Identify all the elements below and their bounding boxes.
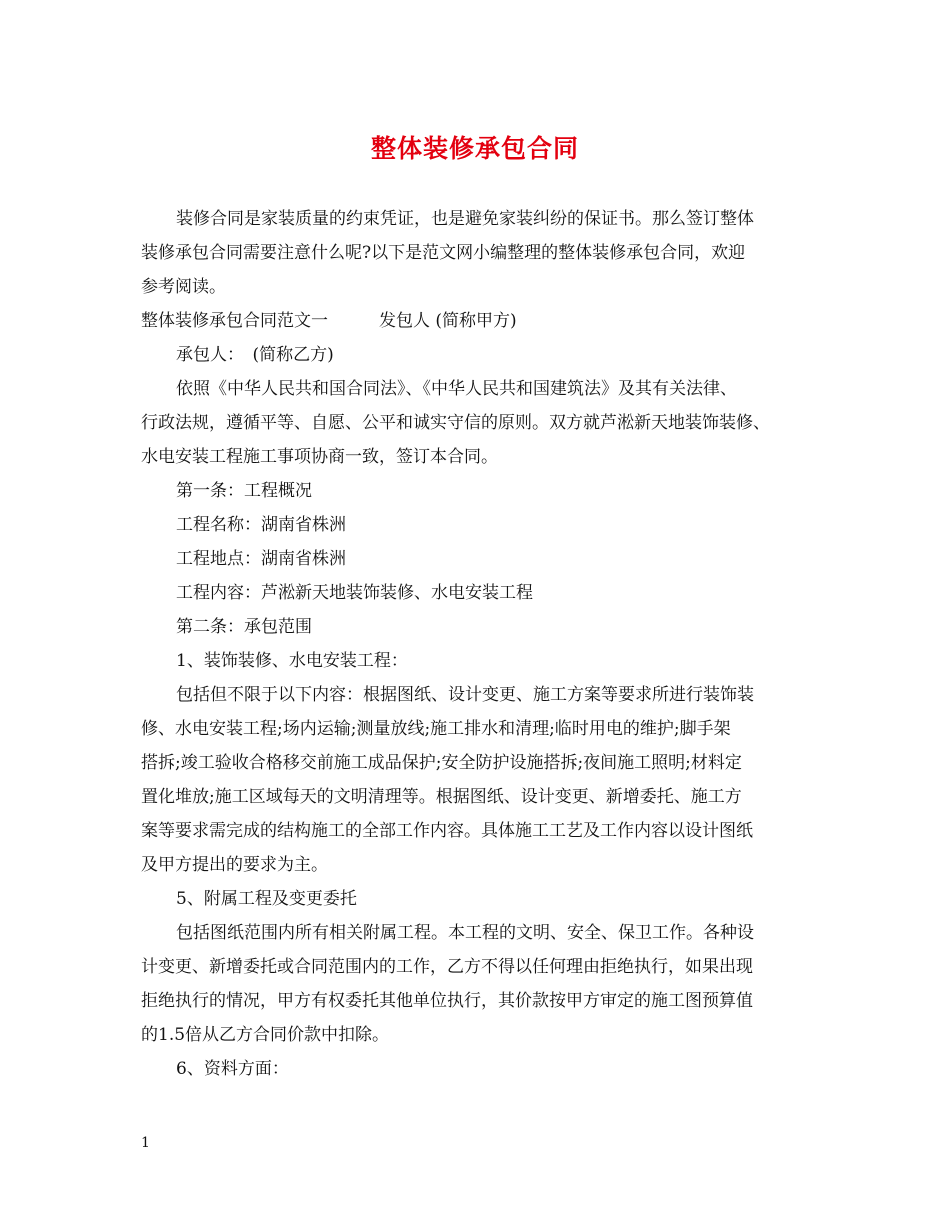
section-heading: 第二条：承包范围 (176, 617, 312, 637)
paragraph-line: 依照《中华人民共和国合同法》、《中华人民共和国建筑法》及其有关法律、 (176, 379, 737, 399)
paragraph-line: 水电安装工程施工事项协商一致，签订本合同。 (141, 447, 498, 467)
subsection-heading: 6、资料方面： (176, 1059, 289, 1079)
paragraph-line: 包括但不限于以下内容：根据图纸、设计变更、施工方案等要求所进行装饰装 (176, 685, 754, 705)
document-title: 整体装修承包合同 (370, 134, 579, 163)
paragraph-line: 装修承包合同需要注意什么呢?以下是范文网小编整理的整体装修承包合同，欢迎 (141, 243, 746, 263)
paragraph-line: 置化堆放;施工区域每天的文明清理等。根据图纸、设计变更、新增委托、施工方 (141, 787, 742, 807)
section-heading: 第一条：工程概况 (176, 481, 312, 501)
paragraph-line: 参考阅读。 (141, 277, 226, 297)
paragraph-line: 拒绝执行的情况，甲方有权委托其他单位执行，其价款按甲方审定的施工图预算值 (141, 991, 753, 1011)
paragraph-line: 搭拆;竣工验收合格移交前施工成品保护;安全防护设施搭拆;夜间施工照明;材料定 (141, 753, 742, 773)
paragraph-line: 整体装修承包合同范文一 发包人 (简称甲方) (141, 311, 517, 331)
paragraph-line: 及甲方提出的要求为主。 (141, 855, 328, 875)
paragraph-line: 工程地点：湖南省株洲 (176, 549, 346, 569)
paragraph-line: 行政法规，遵循平等、自愿、公平和诚实守信的原则。双方就芦淞新天地装饰装修、 (141, 413, 770, 433)
page-number: 1 (141, 1135, 150, 1151)
paragraph-line: 承包人： (简称乙方) (176, 345, 334, 365)
paragraph-line: 包括图纸范围内所有相关附属工程。本工程的文明、安全、保卫工作。各种设 (176, 923, 754, 943)
paragraph-line: 修、水电安装工程;场内运输;测量放线;施工排水和清理;临时用电的维护;脚手架 (141, 719, 731, 739)
subsection-heading: 5、附属工程及变更委托 (176, 889, 357, 909)
paragraph-line: 装修合同是家装质量的约束凭证，也是避免家装纠纷的保证书。那么签订整体 (176, 209, 754, 229)
paragraph-line: 工程名称：湖南省株洲 (176, 515, 346, 535)
paragraph-line: 的1.5倍从乙方合同价款中扣除。 (141, 1025, 390, 1045)
subsection-heading: 1、装饰装修、水电安装工程： (176, 651, 408, 671)
paragraph-line: 案等要求需完成的结构施工的全部工作内容。具体施工工艺及工作内容以设计图纸 (141, 821, 753, 841)
paragraph-line: 工程内容：芦淞新天地装饰装修、水电安装工程 (176, 583, 533, 603)
paragraph-line: 计变更、新增委托或合同范围内的工作，乙方不得以任何理由拒绝执行，如果出现 (141, 957, 753, 977)
